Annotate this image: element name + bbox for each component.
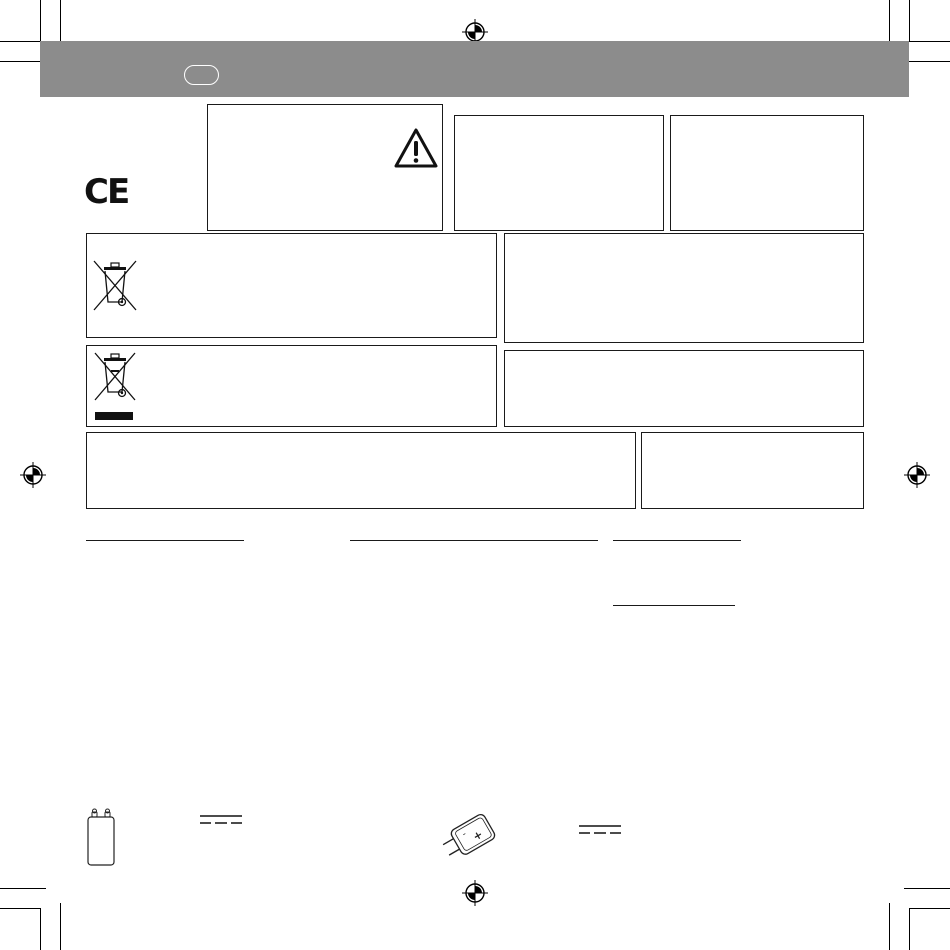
crop-mark: [40, 0, 41, 41]
crossed-bin-battery-icon: [92, 350, 138, 422]
info-box: [670, 115, 864, 231]
crop-mark: [889, 0, 890, 46]
section-heading-rule: [350, 540, 598, 541]
crop-mark: [889, 903, 890, 950]
crop-mark: [60, 903, 61, 950]
crop-mark: [909, 908, 910, 950]
section-heading-rule: [613, 605, 735, 606]
crop-mark: [909, 908, 950, 909]
crop-mark: [0, 888, 46, 889]
weee-box: [86, 233, 497, 338]
info-box: [86, 432, 636, 509]
crossed-bin-icon: [92, 258, 138, 313]
ce-mark-icon: CE: [84, 172, 129, 212]
dc-current-symbol-icon: [578, 824, 622, 836]
weee-battery-box: [86, 345, 497, 427]
header-band: [40, 41, 909, 97]
info-box: [641, 432, 864, 509]
crop-mark: [60, 0, 61, 46]
crop-mark: [0, 41, 40, 42]
registration-mark-icon: [462, 880, 488, 906]
power-adapter-icon: [436, 810, 506, 868]
warning-triangle-icon: [393, 127, 439, 169]
info-box: [454, 115, 664, 231]
battery-icon: [86, 807, 116, 867]
info-box: [504, 233, 864, 343]
crop-mark: [909, 41, 950, 42]
adapter-minus-label: -: [460, 829, 469, 840]
adapter-plus-label: +: [470, 827, 486, 844]
crop-mark: [40, 908, 41, 950]
info-box: [504, 350, 864, 427]
crop-mark: [904, 888, 950, 889]
section-heading-rule: [86, 540, 244, 541]
section-heading-rule: [613, 540, 741, 541]
crop-mark: [909, 0, 910, 41]
registration-mark-icon: [20, 462, 46, 488]
crop-mark: [0, 908, 40, 909]
language-badge: [184, 65, 219, 85]
dc-current-symbol-icon: [199, 814, 243, 826]
crop-mark: [0, 61, 40, 62]
crop-mark: [909, 61, 950, 62]
registration-mark-icon: [904, 462, 930, 488]
